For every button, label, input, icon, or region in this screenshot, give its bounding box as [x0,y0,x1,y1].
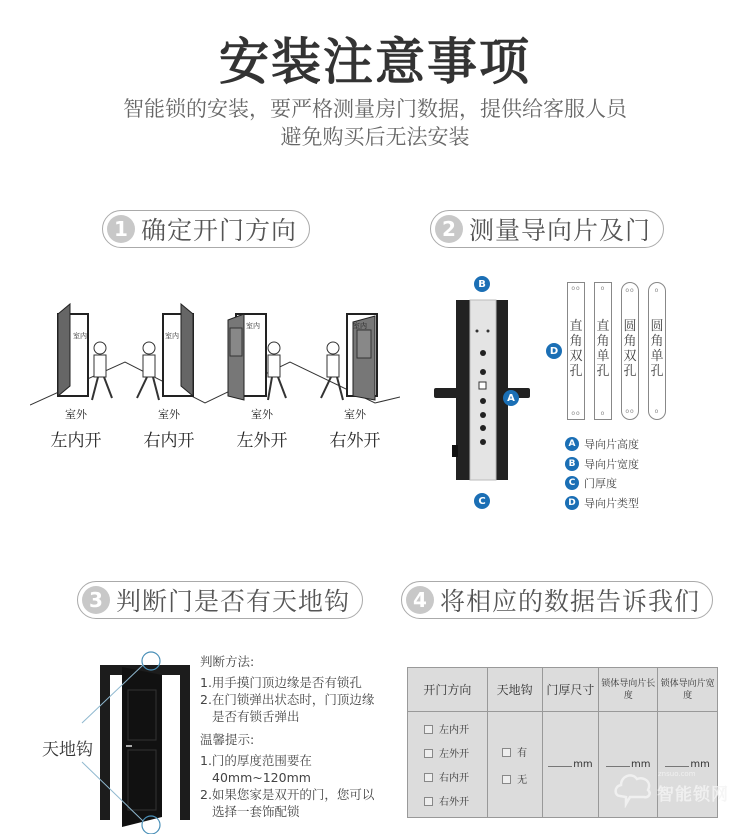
legend-item-d [565,495,639,511]
hole-icon: oo [625,287,635,294]
plate-label: 直角单孔 [596,319,610,379]
hook-options [487,712,542,818]
section-2-title: 测量导向片及门 [469,216,652,245]
header-direction: 开门方向 [408,668,488,712]
section-4-title: 将相应的数据告诉我们 [440,587,701,616]
checkbox-icon[interactable] [502,748,511,757]
direction-label: 左外开 [236,431,288,451]
page-subtitle [0,95,750,151]
legend-label: 导向片高度 [584,438,639,451]
hole-icon: oo [625,408,635,415]
door-person-icon [30,300,122,410]
door-person-icon [216,300,308,410]
tips-title: 温馨提示: [200,732,255,747]
door-right-outward [309,300,401,460]
blank-line [606,766,630,767]
option-has-hook[interactable] [488,744,542,759]
option-right-inward[interactable] [408,769,487,784]
header-plate-length: 锁体导向片长度 [599,668,658,712]
outside-label: 室外 [344,408,366,421]
svg-text:室内: 室内 [353,322,367,330]
option-left-outward[interactable] [408,745,487,760]
circle-number-2-icon: 2 [435,215,463,243]
hole-icon: oo [571,285,581,292]
blank-line [548,766,572,767]
section-1-title: 确定开门方向 [141,216,298,245]
plate-round-single-hole [648,282,666,420]
checkbox-icon[interactable] [502,775,511,784]
direction-label: 右外开 [329,431,381,451]
hole-icon: oo [571,410,581,417]
hole-icon: o [654,287,660,294]
blank-line [665,766,689,767]
header-hook: 天地钩 [487,668,542,712]
direction-options [408,712,488,818]
method-item: 1.用手摸门顶边缘是否有锁孔 [200,675,362,690]
method-item: 2.在门锁弹出状态时，门顶边缘是否有锁舌弹出 [200,692,375,724]
section-3-header [77,581,363,619]
unit-label: mm [631,759,651,770]
unit-label: mm [573,759,593,770]
hole-icon: o [654,408,660,415]
marker-c-badge: C [474,493,490,509]
unit-label: mm [690,759,710,770]
marker-a-badge: A [503,390,519,406]
header-plate-width: 锁体导向片宽度 [658,668,718,712]
svg-text:室内: 室内 [73,332,87,340]
section-4-header [401,581,713,619]
plate-label: 圆角单孔 [650,319,664,379]
checkbox-icon[interactable] [424,773,433,782]
circle-number-3-icon: 3 [82,586,110,614]
legend-item-a [565,436,639,452]
thickness-field[interactable] [542,712,599,818]
door-direction-diagram [30,300,400,460]
checkbox-icon[interactable] [424,749,433,758]
plate-label: 圆角双孔 [623,319,637,379]
checkbox-icon[interactable] [424,725,433,734]
section-2-header [430,210,664,248]
legend-label: 导向片宽度 [584,458,639,471]
hook-label: 天地钩 [42,740,93,760]
marker-a-icon: A [565,437,579,451]
method-title: 判断方法: [200,654,255,669]
direction-label: 左内开 [50,431,102,451]
option-label: 右外开 [439,797,469,808]
legend-label: 导向片类型 [584,497,639,510]
section-3-title: 判断门是否有天地钩 [116,587,351,616]
marker-b-icon: B [565,457,579,471]
legend-label: 门厚度 [584,477,617,490]
outside-label: 室外 [251,408,273,421]
door-left-inward [30,300,122,460]
outside-label: 室外 [65,408,87,421]
checkbox-icon[interactable] [424,797,433,806]
marker-d-badge: D [546,343,562,359]
option-label: 左外开 [439,749,469,760]
option-left-inward[interactable] [408,721,487,736]
cloud-logo-icon [612,768,654,808]
subtitle-line-2: 避免购买后无法安装 [280,125,470,149]
option-label: 左内开 [439,725,469,736]
direction-label: 右内开 [143,431,195,451]
marker-b-badge: B [474,276,490,292]
lock-measurement-diagram [420,270,730,520]
marker-c-icon: C [565,476,579,490]
hook-instructions [200,653,380,820]
svg-text:室内: 室内 [246,322,260,330]
option-label: 有 [517,747,528,759]
subtitle-line-1: 智能锁的安装，要严格测量房门数据，提供给客服人员 [123,97,627,121]
plate-square-single-hole [594,282,612,420]
door-person-icon [309,300,401,410]
circle-number-1-icon: 1 [107,215,135,243]
legend-item-b [565,456,639,472]
door-person-icon [123,300,215,410]
hole-icon: o [600,285,606,292]
option-label: 无 [517,774,528,786]
hole-icon: o [600,410,606,417]
option-right-outward[interactable] [408,793,487,808]
plate-label: 直角双孔 [569,319,583,379]
section-1-header [102,210,310,248]
plate-square-double-hole [567,282,585,420]
option-label: 右内开 [439,773,469,784]
svg-text:室内: 室内 [165,332,179,340]
circle-number-4-icon: 4 [406,586,434,614]
header-thickness: 门厚尺寸 [542,668,599,712]
legend-item-c [565,475,617,491]
tip-item: 1.门的厚度范围要在40mm~120mm [200,753,312,785]
tip-item: 2.如果您家是双开的门，您可以选择一套饰配锁 [200,787,375,819]
watermark-text: 智能锁网 [657,785,729,805]
option-no-hook[interactable] [488,771,542,786]
watermark [612,768,732,808]
page-title: 安装注意事项 [219,33,531,91]
door-left-outward [216,300,308,460]
lock-body-icon [420,270,540,520]
marker-d-icon: D [565,496,579,510]
watermark-url: znsuo.com [658,770,696,778]
outside-label: 室外 [158,408,180,421]
door-right-inward [123,300,215,460]
table-header-row [408,668,718,712]
plate-round-double-hole [621,282,639,420]
